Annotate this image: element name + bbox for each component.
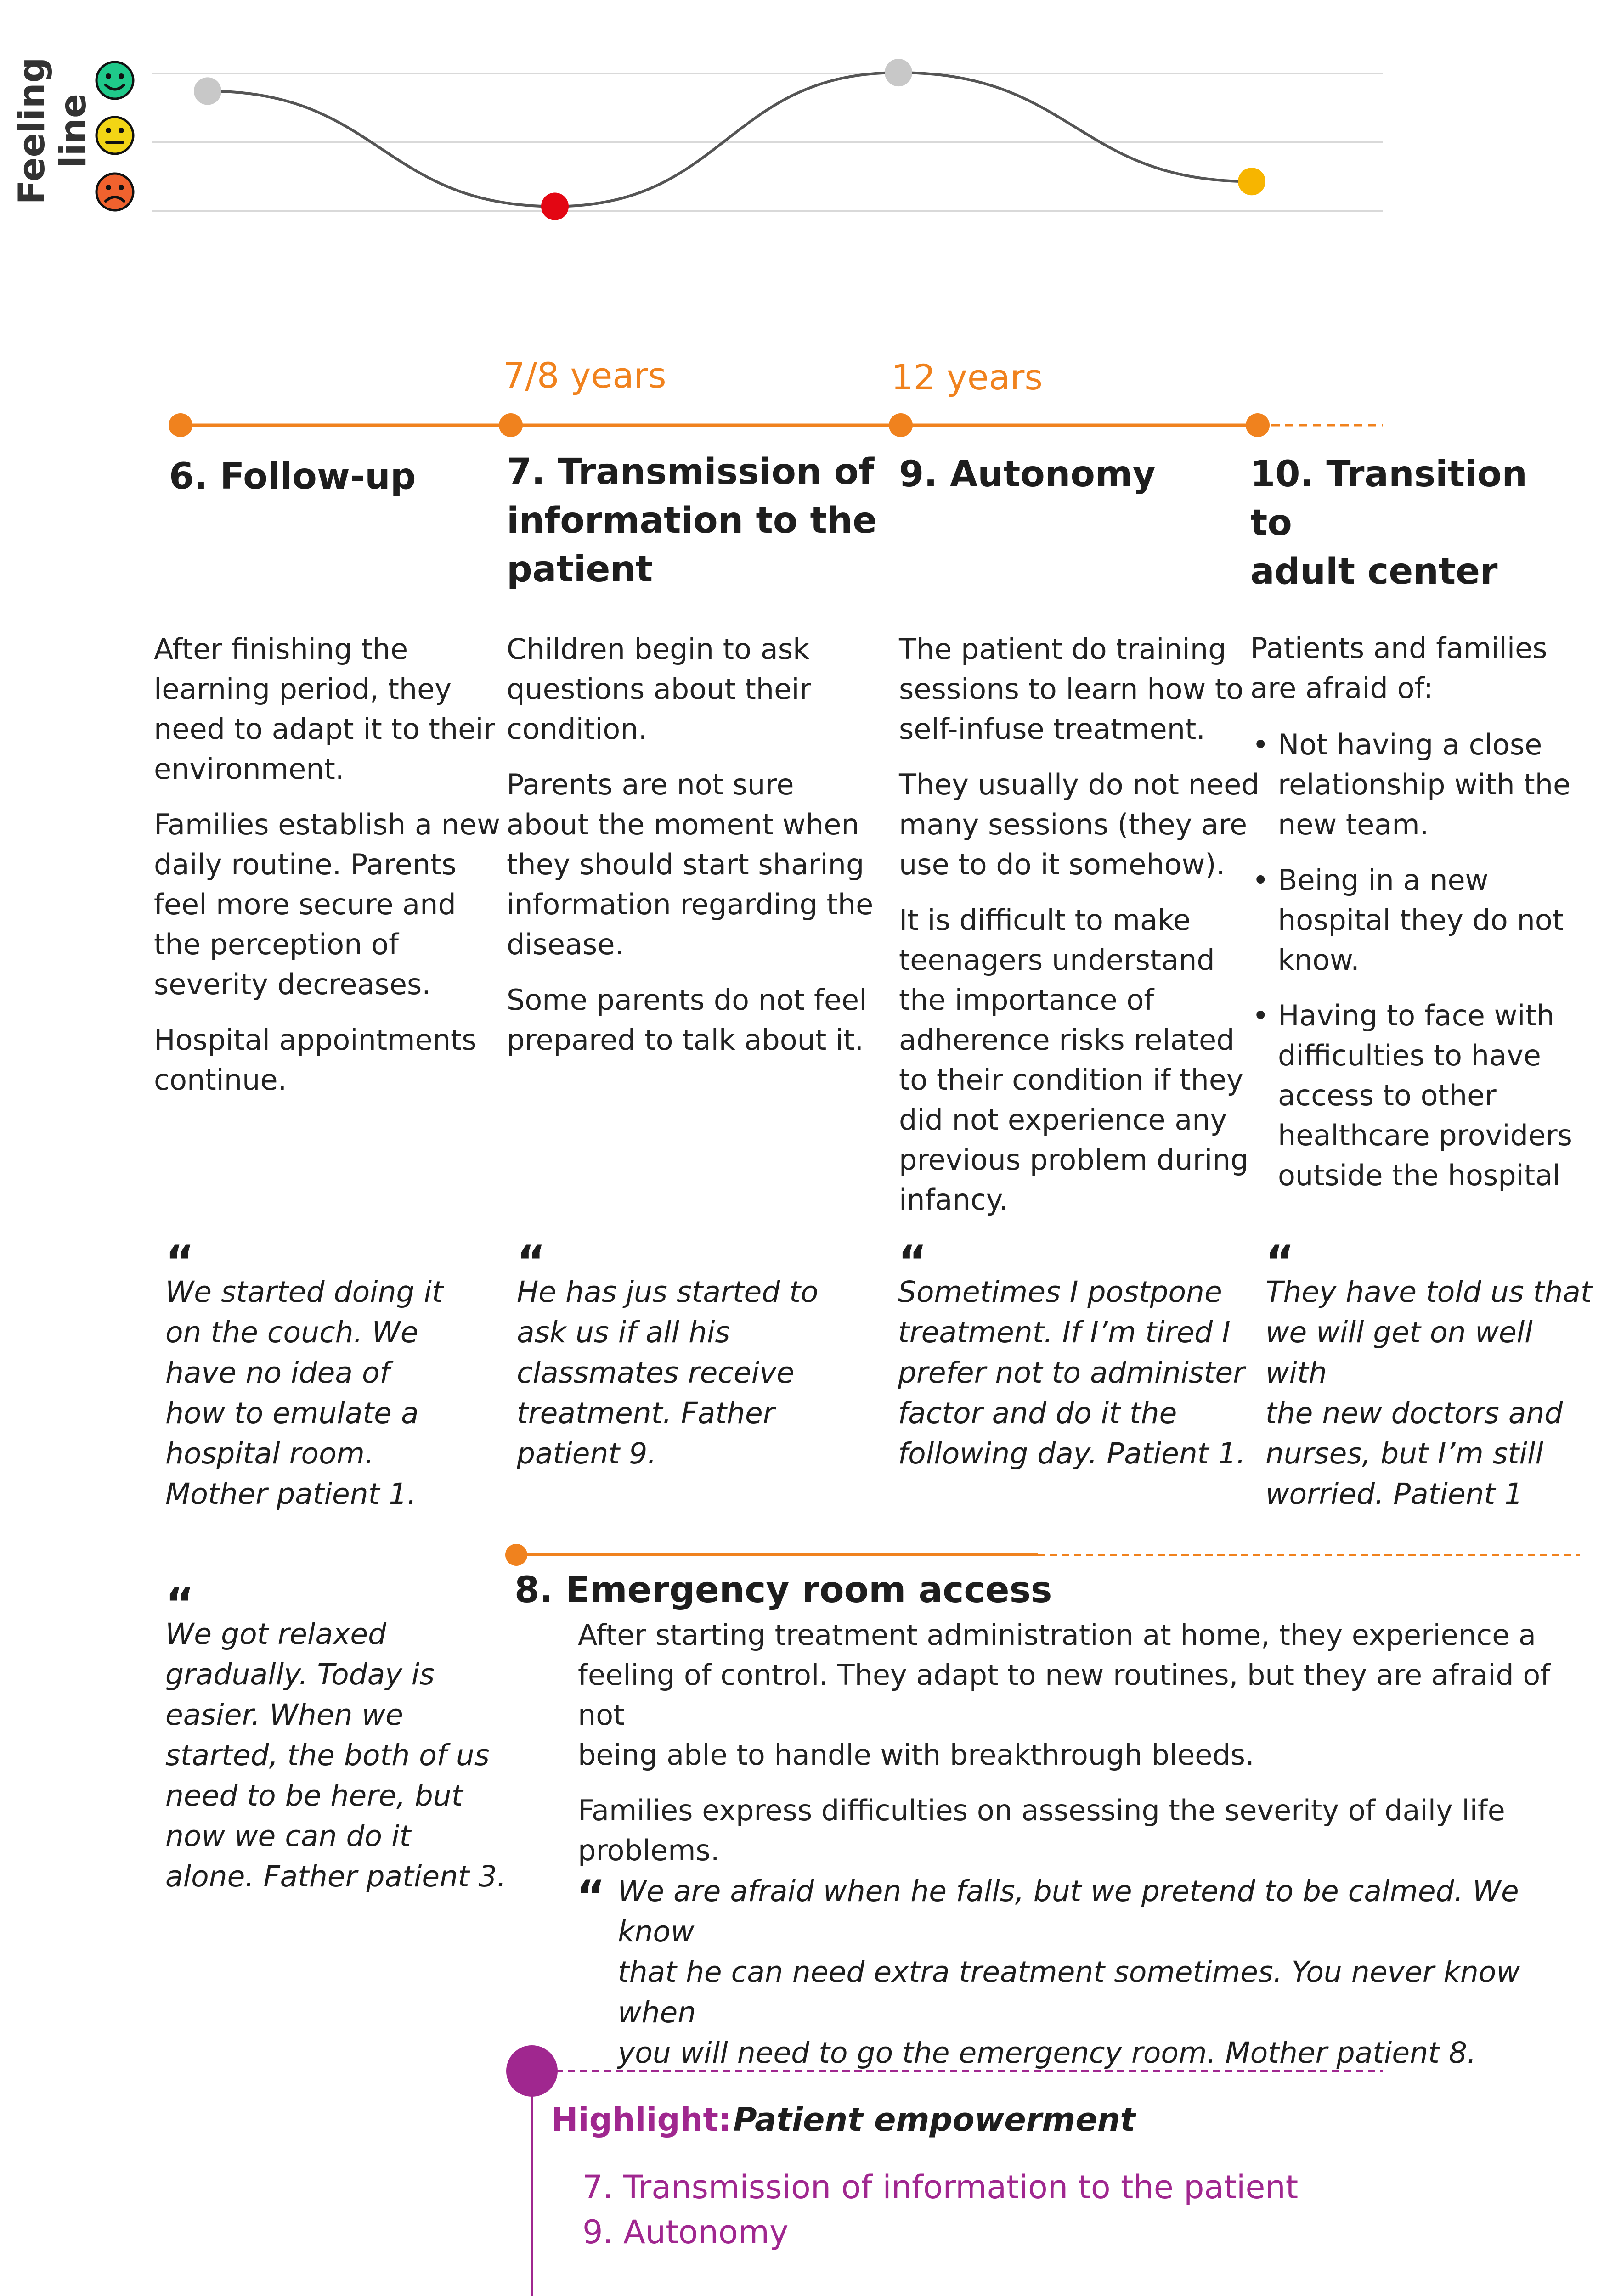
paragraph: The patient do training sessions to learn how to self-infuse treatment. <box>899 632 1244 746</box>
emergency-dot <box>505 1544 527 1566</box>
emergency-quote: We are afraid when he falls, but we pretend to be calmed. We know that he can need extra treatment sometimes. You never know when you will need to go the emergency room. Mother patient 8. <box>618 1874 1520 2070</box>
feeling-line-label: Feeling line <box>11 57 94 205</box>
paragraph: After finishing the learning period, they need to adapt it to their environment. <box>154 632 495 786</box>
feeling-point <box>1238 168 1265 195</box>
quote-text: We got relaxed gradually. Today is easier. When we started, the both of us need to be here, but now we can do it alone. Father patient 3. <box>165 1617 506 1893</box>
feeling-curve <box>208 73 1252 206</box>
paragraph: Parents are not sure about the moment when they should start sharing information regarding the disease. <box>507 768 874 961</box>
quote-autonomy <box>898 1236 1270 1474</box>
highlight-label: Highlight: <box>551 2101 731 2138</box>
intro-text: Patients and families are afraid of: <box>1250 631 1548 705</box>
quote-text: They have told us that we will get on well with the new doctors and nurses, but I’m still worried. Patient 1 <box>1265 1275 1592 1511</box>
quote-transmission <box>517 1236 893 1474</box>
fears-list <box>1250 725 1590 1195</box>
stage-title-transition: 10. Transition to adult center <box>1250 454 1527 592</box>
highlight-item: 7. Transmission of information to the patient <box>582 2168 1299 2206</box>
paragraph: Some parents do not feel prepared to talk about it. <box>507 983 867 1057</box>
stage-title-follow-up: 6. Follow-up <box>169 456 416 497</box>
quote-text: He has jus started to ask us if all his classmates receive treatment. Father patient 9. <box>517 1275 819 1470</box>
highlight-topic: Patient empowerment <box>733 2101 1136 2138</box>
feeling-point <box>885 59 912 86</box>
timeline-dot-stage10 <box>1246 413 1270 437</box>
age-label-stage9: 12 years <box>891 357 1043 398</box>
list-item: • Having to face with difficulties to have access to other healthcare providers outside the hospital <box>1250 996 1590 1195</box>
highlight-heading <box>551 2101 1135 2138</box>
list-item: • Being in a new hospital they do not know. <box>1250 860 1590 980</box>
stage-description-follow-up <box>154 629 508 1115</box>
quote-text: We started doing it on the couch. We have no idea of how to emulate a hospital room. Mother patient 1. <box>165 1275 443 1511</box>
paragraph: Families establish a new daily routine. Parents feel more secure and the perception of severity decreases. <box>154 808 500 1001</box>
paragraph: After starting treatment administration at home, they experience a feeling of control. They adapt to new routines, but they are afraid of not being able to handle with breakthrough bleeds. <box>578 1618 1551 1772</box>
quote-mark-icon: “ <box>165 1578 195 1630</box>
age-label-stage7: 7/8 years <box>503 355 666 396</box>
feeling-chart <box>0 0 1604 257</box>
timeline <box>0 404 1604 450</box>
quote-mark-icon: “ <box>165 1236 195 1288</box>
quote-transition <box>1265 1236 1596 1514</box>
stage-title-autonomy: 9. Autonomy <box>899 454 1156 495</box>
quote-mark-icon: “ <box>517 1236 546 1288</box>
stage-description-transition <box>1250 628 1590 1211</box>
timeline-dot-stage6 <box>169 413 192 437</box>
feeling-point <box>541 193 569 220</box>
paragraph: Children begin to ask questions about their condition. <box>507 632 811 746</box>
highlight-dot <box>506 2045 558 2097</box>
quote-mark-icon: “ <box>1265 1236 1295 1288</box>
stage-description-transmission <box>507 629 888 1075</box>
emergency-title: 8. Emergency room access <box>514 1570 1052 1611</box>
list-item: • Not having a close relationship with the new team. <box>1250 725 1590 844</box>
timeline-dot-stage9 <box>889 413 913 437</box>
quote-mark-icon: “ <box>898 1236 927 1288</box>
quote-mark-icon: “ <box>576 1871 606 1922</box>
highlight-item: 9. Autonomy <box>582 2213 789 2251</box>
paragraph: It is difficult to make teenagers understand the importance of adherence risks related to their condition if they did not experience any previous problem during infancy. <box>899 903 1249 1216</box>
stage-description-autonomy <box>899 629 1262 1235</box>
feeling-point <box>194 77 221 105</box>
paragraph: Hospital appointments continue. <box>154 1023 477 1097</box>
feeling-points <box>194 59 1265 220</box>
quote-text: Sometimes I postpone treatment. If I’m tired I prefer not to administer factor and do it the following day. Patient 1. <box>898 1275 1246 1470</box>
paragraph: Families express difficulties on assessing the severity of daily life problems. <box>578 1794 1505 1867</box>
quote-follow-up-1 <box>165 1236 514 1514</box>
emergency-description <box>578 1615 1588 1886</box>
stage-title-transmission: 7. Transmission of information to the patient <box>507 451 877 590</box>
timeline-dot-stage7 <box>499 413 523 437</box>
quote-follow-up-2 <box>165 1578 514 1897</box>
paragraph: They usually do not need many sessions (they are use to do it somehow). <box>899 768 1259 881</box>
